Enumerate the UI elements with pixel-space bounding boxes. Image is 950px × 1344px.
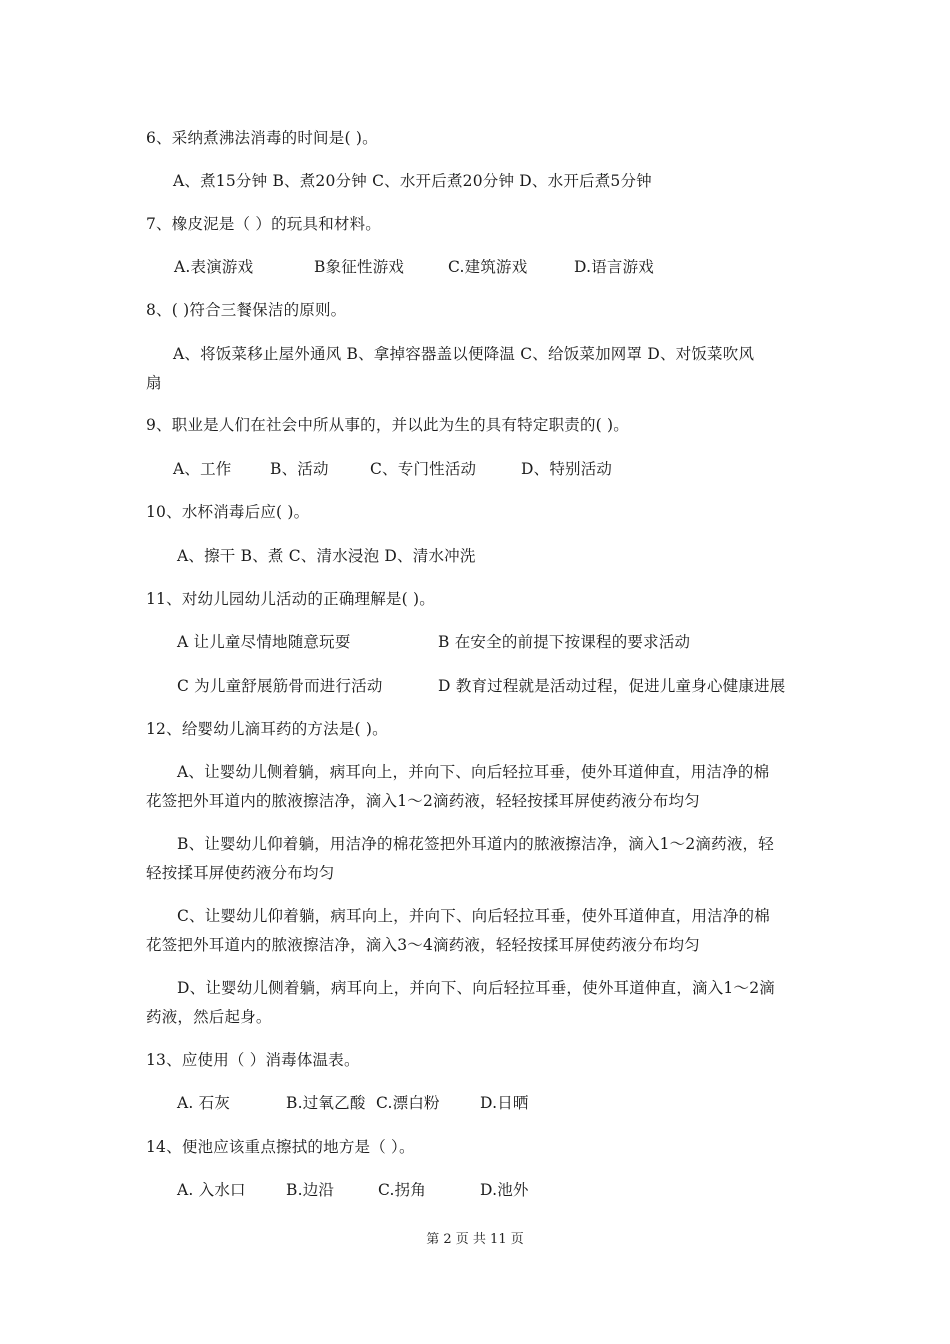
question-11-stem: 11、对幼儿园幼儿活动的正确理解是( )。 [146, 590, 435, 608]
question-12-option-d-line2: 药液，然后起身。 [146, 1008, 272, 1026]
question-12-option-c-line1: C、让婴幼儿仰着躺，病耳向上，并向下、向后轻拉耳垂，使外耳道伸直，用洁净的棉 [177, 907, 770, 925]
question-11-option-c: C 为儿童舒展筋骨而进行活动 [177, 677, 383, 695]
question-8-stem: 8、( )符合三餐保洁的原则。 [146, 301, 347, 319]
question-14-option-d: D.池外 [480, 1181, 529, 1199]
question-12-option-c-line2: 花签把外耳道内的脓液擦洁净，滴入3～4滴药液，轻轻按揉耳屏使药液分布均匀 [146, 936, 700, 954]
question-13-stem: 13、应使用（ ）消毒体温表。 [146, 1051, 360, 1069]
question-13-option-a: A. 石灰 [177, 1094, 231, 1112]
question-11-option-b: B 在安全的前提下按课程的要求活动 [438, 633, 691, 651]
question-9-option-a: A、工作 [173, 460, 232, 478]
question-7-option-a: A.表演游戏 [174, 258, 254, 276]
question-14-stem: 14、便池应该重点擦拭的地方是（ ）。 [146, 1138, 415, 1156]
question-12-option-b-line2: 轻按揉耳屏使药液分布均匀 [146, 864, 335, 882]
question-12-stem: 12、给婴幼儿滴耳药的方法是( )。 [146, 720, 388, 738]
question-7-option-c: C.建筑游戏 [448, 258, 528, 276]
question-10-options: A、擦干 B、煮 C、清水浸泡 D、清水冲洗 [177, 547, 476, 565]
question-7-option-d: D.语言游戏 [574, 258, 655, 276]
question-9-option-c: C、专门性活动 [370, 460, 477, 478]
question-8-options-line1: A、将饭菜移止屋外通风 B、拿掉容器盖以便降温 C、给饭菜加网罩 D、对饭菜吹风 [173, 345, 755, 363]
question-9-option-b: B、活动 [270, 460, 329, 478]
question-10-stem: 10、水杯消毒后应( )。 [146, 503, 310, 521]
question-8-options-line2: 扇 [146, 374, 162, 392]
question-13-option-b: B.过氧乙酸 [286, 1094, 366, 1112]
question-12-option-b-line1: B、让婴幼儿仰着躺，用洁净的棉花签把外耳道内的脓液擦洁净，滴入1～2滴药液，轻 [177, 835, 774, 853]
question-13-option-d: D.日晒 [480, 1094, 529, 1112]
question-6-stem: 6、采纳煮沸法消毒的时间是( )。 [146, 129, 378, 147]
question-13-option-c: C.漂白粉 [376, 1094, 440, 1112]
question-11-option-d: D 教育过程就是活动过程，促进儿童身心健康进展 [438, 677, 786, 695]
page-footer: 第 2 页 共 11 页 [426, 1232, 524, 1247]
question-14-option-b: B.边沿 [286, 1181, 335, 1199]
question-12-option-a-line1: A、让婴幼儿侧着躺，病耳向上，并向下、向后轻拉耳垂，使外耳道伸直，用洁净的棉 [177, 763, 770, 781]
question-12-option-d-line1: D、让婴幼儿侧着躺，病耳向上，并向下、向后轻拉耳垂，使外耳道伸直，滴入1～2滴 [177, 979, 775, 997]
question-9-option-d: D、特别活动 [521, 460, 613, 478]
question-7-stem: 7、橡皮泥是（ ）的玩具和材料。 [146, 215, 381, 233]
question-6-options: A、煮15分钟 B、煮20分钟 C、水开后煮20分钟 D、水开后煮5分钟 [173, 172, 652, 190]
question-7-option-b: B象征性游戏 [314, 258, 405, 276]
question-12-option-a-line2: 花签把外耳道内的脓液擦洁净，滴入1～2滴药液，轻轻按揉耳屏使药液分布均匀 [146, 792, 700, 810]
question-11-option-a: A 让儿童尽情地随意玩耍 [177, 633, 351, 651]
question-14-option-c: C.拐角 [378, 1181, 427, 1199]
question-14-option-a: A. 入水口 [177, 1181, 246, 1199]
question-9-stem: 9、职业是人们在社会中所从事的，并以此为生的具有特定职责的( )。 [146, 416, 629, 434]
